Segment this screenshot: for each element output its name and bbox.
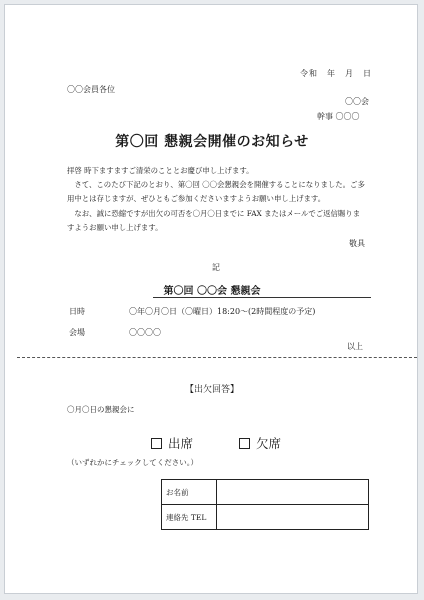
table-row [162,480,369,505]
tel-label: 連絡先 TEL [162,505,217,530]
event-title-underline [153,297,371,298]
name-field[interactable] [216,480,368,505]
check-instruction: （いずれかにチェックしてください。） [67,458,199,467]
document-title: 第〇回 懇親会開催のお知らせ [115,134,309,150]
organization-name: 〇〇会 [345,97,369,106]
ki-heading: 記 [212,263,220,272]
event-title: 第〇回 〇〇会 懇親会 [163,286,261,297]
cut-line [17,357,417,358]
table-row [162,505,369,530]
absent-checkbox[interactable] [239,438,250,449]
attend-option[interactable] [151,434,193,452]
name-label: お名前 [162,480,217,505]
datetime-value: 〇年〇月〇日（〇曜日）18:20～(2時間程度の予定) [129,307,316,316]
absent-label: 欠席 [256,436,282,451]
absent-option[interactable] [239,434,281,452]
tel-field[interactable] [216,505,368,530]
document-page [4,4,418,594]
body-paragraph-rsvp-request: なお、誠に恐縮ですが出欠の可否を〇月〇日までに FAX またはメールでご返信賜りますようお願い申し上げます。 [67,208,361,232]
letter-body [67,164,367,235]
response-form-table [161,479,369,530]
addressee: 〇〇会員各位 [67,85,115,94]
attend-checkbox[interactable] [151,438,162,449]
closing-keigu: 敬具 [349,239,365,248]
body-paragraph-announcement: さて、このたび下記のとおり、第〇回 〇〇会懇親会を開催することになりました。ご多用中とは存じますが、ぜひともご参加くださいますようお願い申し上げます。 [67,180,365,204]
response-title: 【出欠回答】 [184,385,239,395]
sender-name: 幹事 〇〇〇 [317,112,360,121]
date-line: 令和 年 月 日 [300,69,372,78]
closing-ijo: 以上 [347,342,363,351]
venue-value: 〇〇〇〇 [129,328,161,337]
response-meeting-line: 〇月〇日の懇親会に [67,405,135,414]
body-paragraph-greeting: 拝啓 時下ますますご清栄のこととお慶び申し上げます。 [67,166,254,175]
datetime-label: 日時 [69,307,85,316]
venue-label: 会場 [69,328,85,337]
attend-label: 出席 [168,436,194,451]
